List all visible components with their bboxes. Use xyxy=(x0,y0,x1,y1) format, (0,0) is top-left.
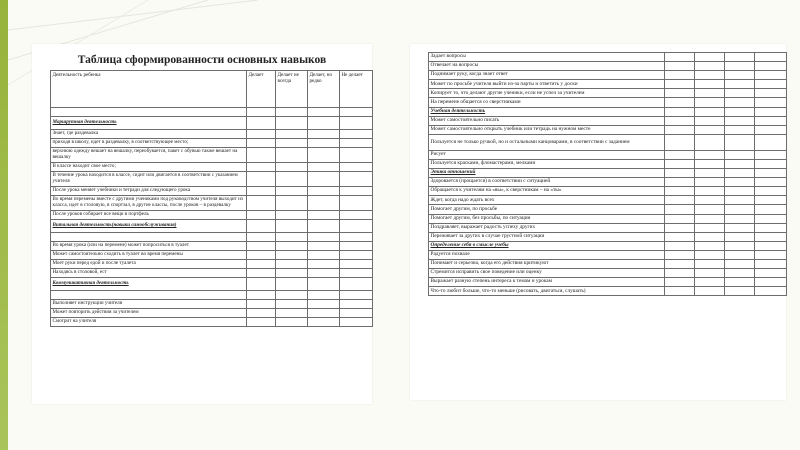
rating-cell xyxy=(665,187,695,196)
rating-cell xyxy=(308,139,340,148)
rating-cell xyxy=(695,205,725,214)
skill-cell: приходя в школу, идет в раздевалку, в соответствующее место; xyxy=(51,139,247,148)
rating-cell xyxy=(665,250,695,259)
rating-cell xyxy=(340,242,373,251)
table-row xyxy=(51,269,373,278)
rating-cell xyxy=(276,233,308,242)
rating-cell xyxy=(725,53,755,62)
rating-cell xyxy=(308,260,340,269)
table-row xyxy=(429,80,787,89)
rating-cell xyxy=(725,214,755,223)
rating-cell xyxy=(725,269,755,278)
rating-cell xyxy=(725,278,755,287)
table-row xyxy=(429,232,787,241)
rating-cell xyxy=(665,232,695,241)
rating-cell xyxy=(247,318,276,327)
rating-cell xyxy=(725,125,755,134)
table-row xyxy=(51,196,373,211)
rating-cell xyxy=(308,220,340,233)
rating-cell xyxy=(665,159,695,168)
skill-cell: Моет руки перед едой и после туалета xyxy=(51,260,247,269)
rating-cell xyxy=(276,291,308,300)
skill-cell: Может самостоятельно открыть учебник или тетрадь на нужном месте xyxy=(429,125,665,134)
rating-cell xyxy=(340,108,373,117)
rating-cell xyxy=(755,287,787,296)
rating-cell xyxy=(276,278,308,291)
rating-cell xyxy=(308,172,340,187)
rating-cell xyxy=(340,318,373,327)
table-row xyxy=(429,159,787,168)
table-row xyxy=(429,150,787,159)
table-row xyxy=(51,139,373,148)
rating-cell xyxy=(247,187,276,196)
rating-cell xyxy=(725,250,755,259)
rating-cell xyxy=(308,117,340,130)
rating-cell xyxy=(755,134,787,150)
skill-cell: Может по просьбе учителя выйти из-за парты и ответить у доски xyxy=(429,80,665,89)
rating-cell xyxy=(247,139,276,148)
rating-cell xyxy=(247,220,276,233)
rating-cell xyxy=(340,196,373,211)
rating-cell xyxy=(276,163,308,172)
rating-cell xyxy=(276,211,308,220)
skill-cell: Выполняет инструкции учителя xyxy=(51,300,247,309)
skill-cell: Смотрит на учителя xyxy=(51,318,247,327)
rating-cell xyxy=(725,62,755,71)
rating-cell xyxy=(247,251,276,260)
table-row xyxy=(51,291,373,300)
rating-cell xyxy=(308,187,340,196)
table-row xyxy=(51,172,373,187)
rating-cell xyxy=(695,287,725,296)
section-heading: Этика отношений xyxy=(429,169,665,178)
skill-cell xyxy=(51,233,247,242)
rating-cell xyxy=(276,300,308,309)
rating-cell xyxy=(247,117,276,130)
rating-cell xyxy=(725,116,755,125)
rating-cell xyxy=(276,148,308,163)
rating-cell xyxy=(695,125,725,134)
rating-cell xyxy=(755,241,787,250)
table-row xyxy=(51,260,373,269)
rating-cell xyxy=(755,223,787,232)
rating-cell xyxy=(340,163,373,172)
rating-cell xyxy=(695,250,725,259)
rating-cell xyxy=(725,259,755,268)
section-row xyxy=(51,220,373,233)
skill-cell: Рисует xyxy=(429,150,665,159)
rating-cell xyxy=(340,130,373,139)
rating-cell xyxy=(340,309,373,318)
rating-cell xyxy=(247,233,276,242)
rating-cell xyxy=(276,196,308,211)
skill-cell: Переживает за других в случае грустной ситуации xyxy=(429,232,665,241)
rating-cell xyxy=(308,291,340,300)
rating-cell xyxy=(755,107,787,116)
rating-cell xyxy=(308,309,340,318)
skills-table-right xyxy=(428,52,787,296)
rating-cell xyxy=(755,250,787,259)
rating-cell xyxy=(665,205,695,214)
rating-cell xyxy=(725,241,755,250)
table-row xyxy=(51,233,373,242)
rating-cell xyxy=(755,187,787,196)
rating-cell xyxy=(276,108,308,117)
rating-cell xyxy=(308,269,340,278)
document-page-left xyxy=(32,44,372,404)
skill-cell: Что-то любит больше, что-то меньше (рисовать, двигаться, слушать) xyxy=(429,287,665,296)
rating-cell xyxy=(276,318,308,327)
rating-cell xyxy=(755,214,787,223)
rating-cell xyxy=(276,251,308,260)
skill-cell: Пользуется не только ручкой, но и остальными канцоварами, в соответствии с заданием xyxy=(429,134,665,150)
table-row xyxy=(51,309,373,318)
skill-cell: Копирует то, что делают другие ученики, если не успел за учителем xyxy=(429,89,665,98)
rating-cell xyxy=(308,300,340,309)
skill-cell xyxy=(51,291,247,300)
rating-cell xyxy=(755,62,787,71)
rating-cell xyxy=(276,260,308,269)
column-header: Деятельность ребенка xyxy=(51,71,247,108)
rating-cell xyxy=(695,62,725,71)
rating-cell xyxy=(665,269,695,278)
skill-cell: Поднимает руку, когда знает ответ xyxy=(429,71,665,80)
rating-cell xyxy=(308,211,340,220)
table-row xyxy=(51,187,373,196)
rating-cell xyxy=(695,53,725,62)
rating-cell xyxy=(665,89,695,98)
rating-cell xyxy=(340,251,373,260)
rating-cell xyxy=(695,178,725,187)
rating-cell xyxy=(725,187,755,196)
table-row xyxy=(429,223,787,232)
rating-cell xyxy=(340,187,373,196)
rating-cell xyxy=(308,278,340,291)
rating-cell xyxy=(695,98,725,107)
section-heading: Учебная деятельность xyxy=(429,107,665,116)
skill-cell: Во время урока (или на перемене) может попроситься в туалет xyxy=(51,242,247,251)
rating-cell xyxy=(755,80,787,89)
rating-cell xyxy=(308,233,340,242)
rating-cell xyxy=(665,125,695,134)
rating-cell xyxy=(695,269,725,278)
rating-cell xyxy=(340,172,373,187)
column-header: Делает, но редко xyxy=(308,71,340,108)
table-row xyxy=(429,71,787,80)
rating-cell xyxy=(755,259,787,268)
section-row xyxy=(51,278,373,291)
rating-cell xyxy=(725,159,755,168)
rating-cell xyxy=(340,233,373,242)
rating-cell xyxy=(247,172,276,187)
skill-cell: Пользуется красками, фломастерами, мелками xyxy=(429,159,665,168)
rating-cell xyxy=(665,150,695,159)
rating-cell xyxy=(665,107,695,116)
skill-cell: Помогает другим, по просьбе xyxy=(429,205,665,214)
rating-cell xyxy=(665,169,695,178)
rating-cell xyxy=(725,205,755,214)
rating-cell xyxy=(247,300,276,309)
rating-cell xyxy=(276,269,308,278)
rating-cell xyxy=(755,150,787,159)
rating-cell xyxy=(695,232,725,241)
table-row xyxy=(51,300,373,309)
rating-cell xyxy=(725,287,755,296)
rating-cell xyxy=(695,80,725,89)
rating-cell xyxy=(695,223,725,232)
rating-cell xyxy=(695,187,725,196)
rating-cell xyxy=(755,159,787,168)
rating-cell xyxy=(695,241,725,250)
rating-cell xyxy=(695,107,725,116)
skill-cell: На перемене общается со сверстниками xyxy=(429,98,665,107)
rating-cell xyxy=(755,278,787,287)
skill-cell xyxy=(51,108,247,117)
skill-cell: Задает вопросы xyxy=(429,53,665,62)
column-header: Делает xyxy=(247,71,276,108)
rating-cell xyxy=(695,116,725,125)
rating-cell xyxy=(725,196,755,205)
rating-cell xyxy=(665,287,695,296)
skill-cell: Знает, где раздевалка xyxy=(51,130,247,139)
rating-cell xyxy=(308,163,340,172)
rating-cell xyxy=(725,232,755,241)
table-row xyxy=(51,148,373,163)
table-row xyxy=(429,187,787,196)
rating-cell xyxy=(695,169,725,178)
rating-cell xyxy=(276,172,308,187)
table-row xyxy=(429,98,787,107)
rating-cell xyxy=(755,116,787,125)
rating-cell xyxy=(725,223,755,232)
table-row xyxy=(51,211,373,220)
rating-cell xyxy=(665,80,695,89)
rating-cell xyxy=(755,53,787,62)
column-header: Не делает xyxy=(340,71,373,108)
rating-cell xyxy=(340,139,373,148)
rating-cell xyxy=(755,232,787,241)
table-row xyxy=(429,278,787,287)
rating-cell xyxy=(308,130,340,139)
section-heading: Витальная деятельность(навыки самообслуживания) xyxy=(51,220,247,233)
table-row xyxy=(429,53,787,62)
table-row xyxy=(429,62,787,71)
rating-cell xyxy=(755,205,787,214)
rating-cell xyxy=(755,169,787,178)
rating-cell xyxy=(247,269,276,278)
skill-cell: Во время перемены вместе с другими учениками под руководством учителя выходит из класса, идет в столовую, в спортзал, в другие классы, после уроков – в раздевалку xyxy=(51,196,247,211)
rating-cell xyxy=(755,98,787,107)
rating-cell xyxy=(665,214,695,223)
rating-cell xyxy=(665,178,695,187)
skill-cell: Находясь в столовой, ест xyxy=(51,269,247,278)
document-title: Таблица сформированности основных навыков xyxy=(77,54,327,66)
section-row xyxy=(429,169,787,178)
skill-cell: Выражает разную степень интереса к темам и урокам xyxy=(429,278,665,287)
table-header-row xyxy=(51,71,373,108)
rating-cell xyxy=(276,139,308,148)
rating-cell xyxy=(308,242,340,251)
section-heading: Коммуникативная деятельность xyxy=(51,278,247,291)
table-row xyxy=(429,196,787,205)
rating-cell xyxy=(276,117,308,130)
rating-cell xyxy=(725,169,755,178)
table-row xyxy=(51,242,373,251)
section-row xyxy=(429,107,787,116)
skill-cell: верхнюю одежду вешает на вешалку, переобувается, пакет с обувью также вешает на вешалку xyxy=(51,148,247,163)
rating-cell xyxy=(725,178,755,187)
table-row xyxy=(51,163,373,172)
rating-cell xyxy=(247,291,276,300)
rating-cell xyxy=(247,242,276,251)
table-row xyxy=(429,178,787,187)
skill-cell: Поздравляет, выражает радость успеху других xyxy=(429,223,665,232)
table-row xyxy=(51,318,373,327)
rating-cell xyxy=(665,223,695,232)
skill-cell: После уроков собирает все вещи в портфель xyxy=(51,211,247,220)
rating-cell xyxy=(276,242,308,251)
table-row xyxy=(429,89,787,98)
rating-cell xyxy=(276,130,308,139)
rating-cell xyxy=(665,134,695,150)
rating-cell xyxy=(276,187,308,196)
rating-cell xyxy=(340,211,373,220)
rating-cell xyxy=(725,71,755,80)
rating-cell xyxy=(665,71,695,80)
document-page-right xyxy=(410,44,786,400)
table-row xyxy=(51,108,373,117)
rating-cell xyxy=(308,148,340,163)
rating-cell xyxy=(247,163,276,172)
skill-cell: Может самостоятельно сходить в туалет во время перемены xyxy=(51,251,247,260)
rating-cell xyxy=(247,196,276,211)
rating-cell xyxy=(247,260,276,269)
rating-cell xyxy=(308,318,340,327)
table-row xyxy=(429,287,787,296)
rating-cell xyxy=(755,196,787,205)
rating-cell xyxy=(276,220,308,233)
skill-cell: В течение урока находится в классе, сидит или двигается в соответствии с указанием учителя xyxy=(51,172,247,187)
rating-cell xyxy=(308,108,340,117)
skill-cell: Ждет, когда надо ждать всех xyxy=(429,196,665,205)
rating-cell xyxy=(725,107,755,116)
table-row xyxy=(429,116,787,125)
section-heading: Маршрутная деятельность xyxy=(51,117,247,130)
rating-cell xyxy=(725,150,755,159)
rating-cell xyxy=(695,134,725,150)
table-row xyxy=(51,251,373,260)
rating-cell xyxy=(247,278,276,291)
skills-table-left xyxy=(50,70,373,327)
table-row xyxy=(429,205,787,214)
rating-cell xyxy=(276,309,308,318)
table-row xyxy=(429,259,787,268)
section-row xyxy=(51,117,373,130)
rating-cell xyxy=(308,251,340,260)
rating-cell xyxy=(247,108,276,117)
column-header: Делает не всегда xyxy=(276,71,308,108)
rating-cell xyxy=(755,89,787,98)
skill-cell: В классе находит свое место; xyxy=(51,163,247,172)
skill-cell: Может самостоятельно писать xyxy=(429,116,665,125)
rating-cell xyxy=(665,241,695,250)
table-row xyxy=(429,125,787,134)
rating-cell xyxy=(340,148,373,163)
rating-cell xyxy=(695,150,725,159)
rating-cell xyxy=(665,278,695,287)
skill-cell: Обращается к учителям на «вы», к сверстникам – на «ты» xyxy=(429,187,665,196)
rating-cell xyxy=(247,211,276,220)
rating-cell xyxy=(755,71,787,80)
rating-cell xyxy=(308,196,340,211)
rating-cell xyxy=(340,260,373,269)
rating-cell xyxy=(695,278,725,287)
rating-cell xyxy=(695,214,725,223)
rating-cell xyxy=(725,89,755,98)
accent-bar xyxy=(0,0,8,450)
rating-cell xyxy=(340,291,373,300)
table-row xyxy=(429,134,787,150)
table-row xyxy=(429,214,787,223)
rating-cell xyxy=(665,116,695,125)
rating-cell xyxy=(725,98,755,107)
rating-cell xyxy=(725,80,755,89)
rating-cell xyxy=(695,89,725,98)
rating-cell xyxy=(665,98,695,107)
skill-cell: Стремится исправить свое поведение или оценку xyxy=(429,269,665,278)
section-row xyxy=(429,241,787,250)
skill-cell: Помогает другим, без просьбы, по ситуации xyxy=(429,214,665,223)
skill-cell: Отвечает на вопросы xyxy=(429,62,665,71)
table-row xyxy=(51,130,373,139)
section-heading: Определение себя в смысле учебы xyxy=(429,241,665,250)
rating-cell xyxy=(695,196,725,205)
rating-cell xyxy=(755,269,787,278)
rating-cell xyxy=(340,220,373,233)
rating-cell xyxy=(725,134,755,150)
rating-cell xyxy=(340,300,373,309)
rating-cell xyxy=(665,62,695,71)
rating-cell xyxy=(340,117,373,130)
skill-cell: Здоровается (прощается) в соответствии с ситуацией xyxy=(429,178,665,187)
rating-cell xyxy=(695,71,725,80)
rating-cell xyxy=(695,159,725,168)
rating-cell xyxy=(247,309,276,318)
table-row xyxy=(429,269,787,278)
rating-cell xyxy=(695,259,725,268)
rating-cell xyxy=(247,148,276,163)
skill-cell: После урока меняет учебники и тетради для следующего урока xyxy=(51,187,247,196)
table-row xyxy=(429,250,787,259)
rating-cell xyxy=(340,269,373,278)
rating-cell xyxy=(247,130,276,139)
skill-cell: Может повторить действия за учителем xyxy=(51,309,247,318)
rating-cell xyxy=(665,53,695,62)
rating-cell xyxy=(665,259,695,268)
skill-cell: Радуется похвале xyxy=(429,250,665,259)
rating-cell xyxy=(755,125,787,134)
rating-cell xyxy=(665,196,695,205)
skill-cell: Понимает и серьезна, когда его действия критикуют xyxy=(429,259,665,268)
rating-cell xyxy=(755,178,787,187)
rating-cell xyxy=(340,278,373,291)
